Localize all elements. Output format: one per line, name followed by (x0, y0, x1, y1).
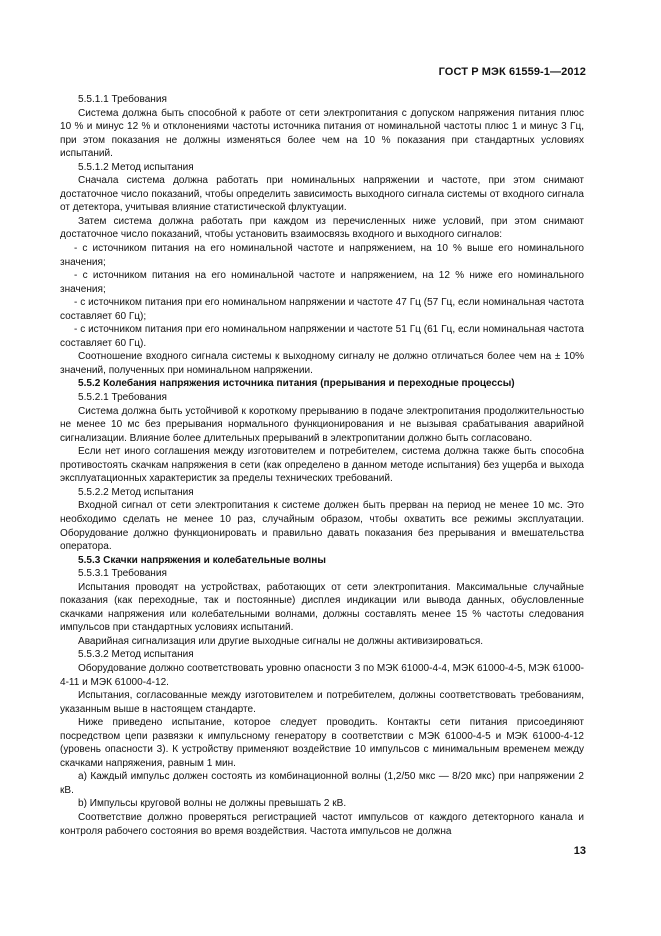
paragraph: 5.5.3.2 Метод испытания (78, 649, 194, 661)
paragraph: Соответствие должно проверяться регистрацией частот импульсов от каждого детекторного канала и контроля рабочего состояния во время воздействия. Частота импульсов не должна (60, 811, 584, 837)
document-body (60, 93, 584, 838)
paragraph: Сначала система должна работать при номинальных напряжении и частоте, при этом снимают достаточное число показаний, чтобы определить зависимость выходного сигнала системы от входного сигнала от детектора, учитывая влияние статистической флуктуации. (60, 175, 584, 214)
paragraph: Затем система должна работать при каждом из перечисленных ниже условий, при этом снимают достаточное число показаний, чтобы установить взаимосвязь входного и выходного сигналов: (60, 215, 584, 241)
paragraph: Оборудование должно соответствовать уровню опасности 3 по МЭК 61000-4-4, МЭК 61000-4-5, МЭК 61000-4-11 и МЭК 61000-4-12. (60, 662, 584, 688)
paragraph: 5.5.3.1 Требования (78, 568, 167, 580)
list-item: - с источником питания на его номинальной частоте и напряжением, на 10 % выше его номинального значения; (60, 243, 584, 268)
list-item: - с источником питания при его номинальном напряжении и частоте 47 Гц (57 Гц, если номинальная частота составляет 60 Гц); (60, 297, 584, 322)
list-item: - с источником питания при его номинальном напряжении и частоте 51 Гц (61 Гц, если номинальная частота составляет 60 Гц). (60, 324, 584, 349)
paragraph: Система должна быть устойчивой к короткому прерыванию в подаче электропитания продолжительностью не менее 10 мс без прерывания нормального функционирования и не вызывая срабатывания аварийной сигнализации. Влияние более длительных прерываний в электропитании должно быть согласовано. (60, 405, 584, 444)
paragraph: Ниже приведено испытание, которое следует проводить. Контакты сети питания присоединяют посредством цепи развязки к импульсному генератору в соответствии с МЭК 61000-4-5 и МЭК 61000-4-12 (уровень опасности 3). К устройству применяют воздействие 10 импульсов с минимальным временем между скачками напряжения, равным 1 мин. (60, 717, 584, 769)
paragraph: Испытания проводят на устройствах, работающих от сети электропитания. Максимальные случайные показания (как переходные, так и постоянные) дисплея индикации или вывода данных, обусловленные скачками напряжения или колебательными волнами, должны составлять менее 15 % частоты следования импульсов при стандартных условиях испытаний. (60, 581, 584, 634)
paragraph: Соотношение входного сигнала системы к выходному сигналу не должно отличаться более чем на ± 10% значений, полученных при номинальном напряжении. (60, 351, 584, 376)
paragraph: Аварийная сигнализация или другие выходные сигналы не должны активизироваться. (78, 635, 484, 647)
section-heading: 5.5.3 Скачки напряжения и колебательные волны (78, 554, 326, 566)
section-heading: 5.5.2 Колебания напряжения источника питания (прерывания и переходные процессы) (78, 378, 515, 390)
paragraph: Система должна быть способной к работе от сети электропитания с допуском напряжения питания плюс 10 % и минус 12 % и отклонениями частоты источника питания от номинальной частоты плюс 1 и минус 3 Гц, при этом показания не должны изменяться более чем на 10 % показания при стандартных условиях испытаний. (60, 107, 584, 160)
standard-header: ГОСТ Р МЭК 61559-1—2012 (438, 66, 586, 78)
page-number: 13 (573, 845, 586, 857)
paragraph: Входной сигнал от сети электропитания к системе должен быть прерван на период не менее 10 мс. Это необходимо сделать не менее 10 раз, случайным образом, чтобы охватить все режимы эксплуатации. Оборудование должно функционировать и правильно давать показания без прерывания и вмешательства оператора. (60, 500, 584, 553)
paragraph: 5.5.2.1 Требования (78, 392, 167, 404)
paragraph: Испытания, согласованные между изготовителем и потребителем, должны соответствовать требованиям, указанным выше в настоящем стандарте. (60, 690, 584, 715)
paragraph: 5.5.2.2 Метод испытания (78, 486, 194, 498)
paragraph: Если нет иного соглашения между изготовителем и потребителем, система должна также быть способна противостоять скачкам напряжения в сети (как определено в данном методе испытания) без ущерба и выхода эксплуатационных характеристик за пределы технических требований. (60, 446, 584, 485)
paragraph: 5.5.1.2 Метод испытания (78, 161, 194, 173)
paragraph: 5.5.1.1 Требования (78, 94, 167, 105)
paragraph: b) Импульсы круговой волны не должны превышать 2 кВ. (78, 798, 347, 810)
paragraph: а) Каждый импульс должен состоять из комбинационной волны (1,2/50 мкс — 8/20 мкс) при напряжении 2 кВ. (60, 771, 584, 796)
list-item: - с источником питания на его номинальной частоте и напряжением, на 12 % ниже его номинального значения; (60, 270, 584, 295)
